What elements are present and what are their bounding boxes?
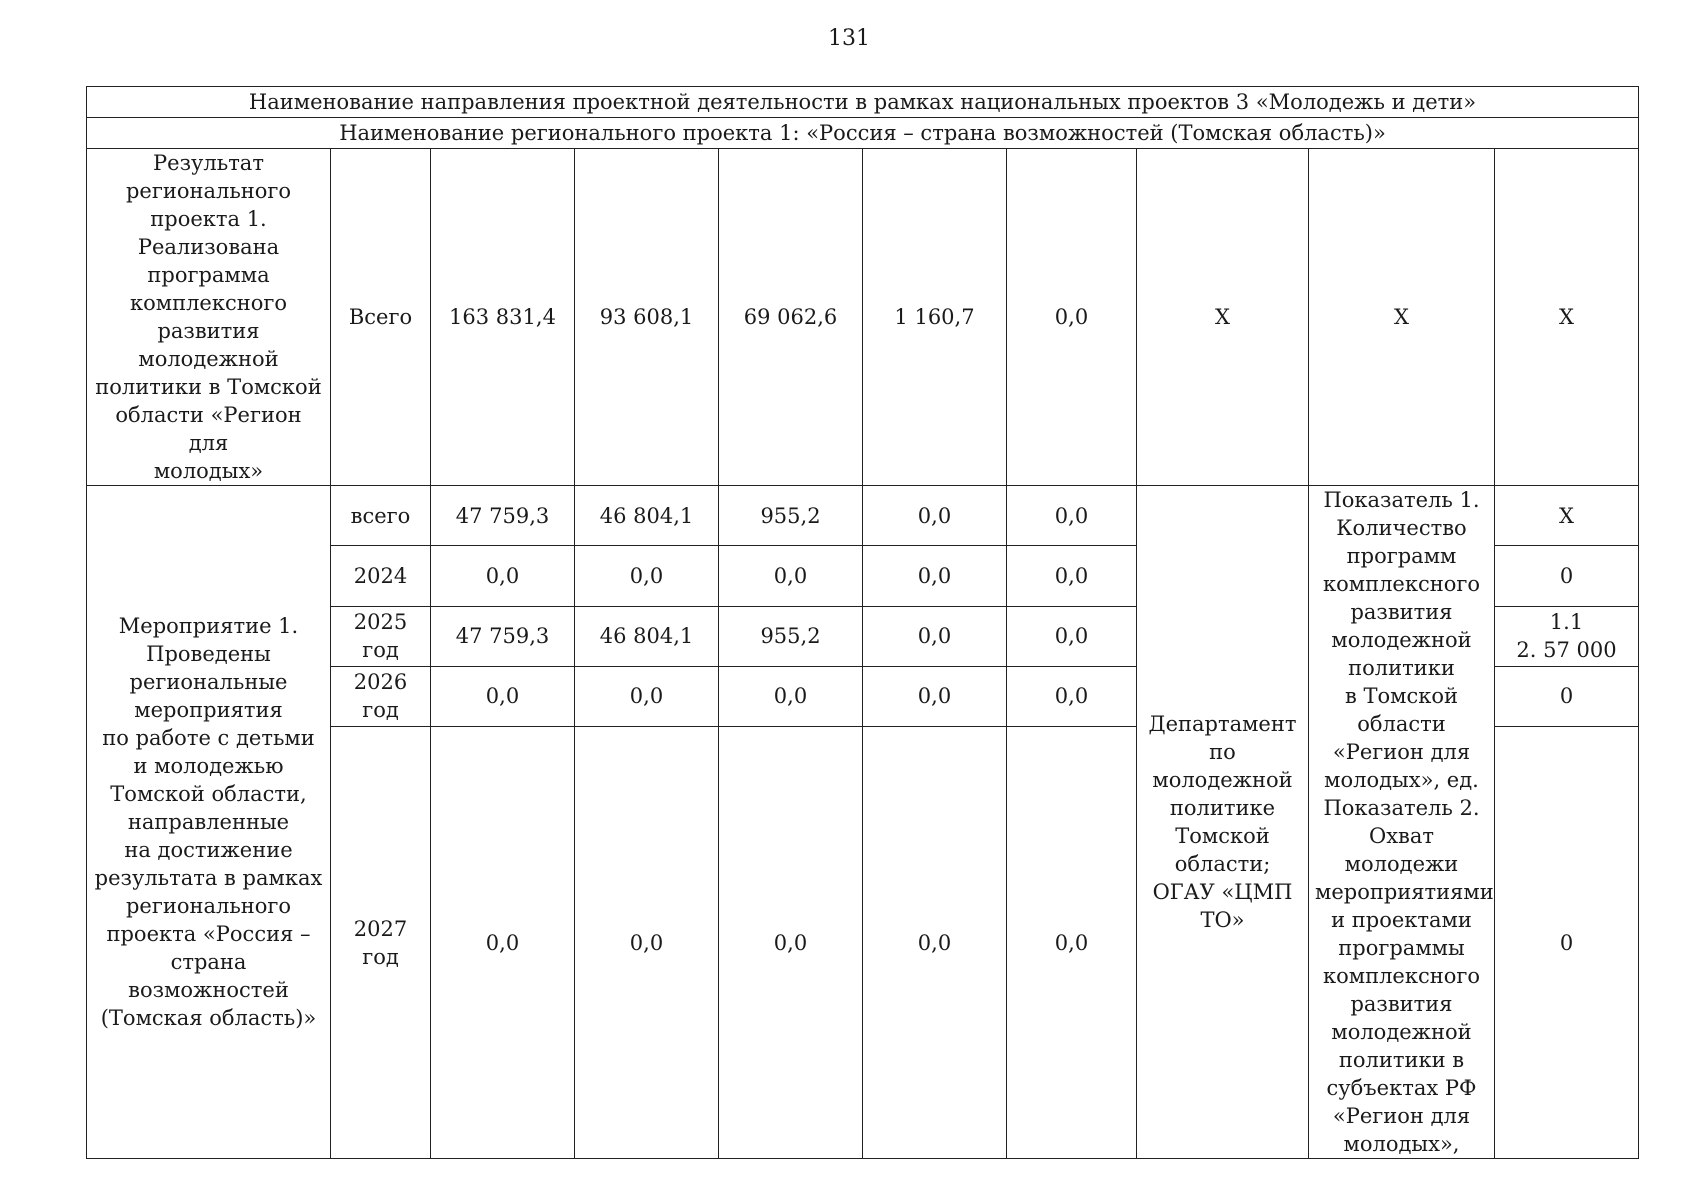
measure-row	[87, 486, 1639, 546]
measure-indicator-value: 0	[1495, 666, 1639, 726]
measure-value: 0,0	[431, 666, 575, 726]
measure-name: Мероприятие 1. Проведены региональные мероприятия по работе с детьми и молодежью Томской области, направленные на достижение результата в рамках регионального проекта «Россия – страна возможностей (Томская область)»	[87, 486, 331, 1159]
measure-value: 0,0	[431, 546, 575, 606]
measure-indicator-value: 1.1 2. 57 000	[1495, 606, 1639, 666]
measure-value: 0,0	[1007, 666, 1137, 726]
measure-value: 0,0	[1007, 606, 1137, 666]
measure-value: 0,0	[1007, 486, 1137, 546]
measure-value: 46 804,1	[575, 606, 719, 666]
measure-indicator: Показатель 1. Количество программ комплексного развития молодежной политики в Томской области «Регион для молодых», ед. Показатель 2. Охват молодежи мероприятиями и проектами программы комплексного развития молодежной политики в субъектах РФ «Регион для молодых»,	[1309, 486, 1495, 1159]
direction-title: Наименование направления проектной деятельности в рамках национальных проектов 3 «Молодежь и дети»	[87, 87, 1639, 118]
result-indicator: Х	[1309, 149, 1495, 486]
measure-value: 47 759,3	[431, 606, 575, 666]
measure-value: 0,0	[575, 546, 719, 606]
result-value-other: 0,0	[1007, 149, 1137, 486]
measure-value: 0,0	[719, 666, 863, 726]
direction-row	[87, 87, 1639, 118]
measure-value: 0,0	[1007, 727, 1137, 1159]
result-value-total: 163 831,4	[431, 149, 575, 486]
result-name: Результат регионального проекта 1. Реализована программа комплексного развития молодежной политики в Томской области «Регион для молодых»	[87, 149, 331, 486]
measure-value: 0,0	[863, 666, 1007, 726]
measure-value: 0,0	[863, 546, 1007, 606]
measure-value: 0,0	[863, 606, 1007, 666]
program-table	[86, 86, 1639, 1159]
measure-value: 0,0	[863, 486, 1007, 546]
result-period: Всего	[331, 149, 431, 486]
project-title: Наименование регионального проекта 1: «Россия – страна возможностей (Томская область)»	[87, 118, 1639, 149]
result-indicator-value: Х	[1495, 149, 1639, 486]
measure-value: 0,0	[863, 727, 1007, 1159]
measure-value: 0,0	[575, 666, 719, 726]
measure-value: 0,0	[575, 727, 719, 1159]
measure-period: 2026 год	[331, 666, 431, 726]
result-row	[87, 149, 1639, 486]
project-row	[87, 118, 1639, 149]
result-value-regional: 69 062,6	[719, 149, 863, 486]
measure-value: 0,0	[719, 546, 863, 606]
measure-value: 0,0	[1007, 546, 1137, 606]
measure-value: 0,0	[431, 727, 575, 1159]
result-value-local: 1 160,7	[863, 149, 1007, 486]
measure-value: 46 804,1	[575, 486, 719, 546]
page-number: 131	[828, 26, 870, 51]
measure-period: 2025 год	[331, 606, 431, 666]
measure-value: 955,2	[719, 606, 863, 666]
result-executor: Х	[1137, 149, 1309, 486]
measure-period: 2027 год	[331, 727, 431, 1159]
measure-indicator-value: Х	[1495, 486, 1639, 546]
measure-value: 0,0	[719, 727, 863, 1159]
measure-value: 955,2	[719, 486, 863, 546]
measure-indicator-value: 0	[1495, 546, 1639, 606]
measure-indicator-value: 0	[1495, 727, 1639, 1159]
measure-period: всего	[331, 486, 431, 546]
measure-period: 2024	[331, 546, 431, 606]
measure-value: 47 759,3	[431, 486, 575, 546]
measure-executor: Департамент по молодежной политике Томской области; ОГАУ «ЦМП ТО»	[1137, 486, 1309, 1159]
result-value-federal: 93 608,1	[575, 149, 719, 486]
